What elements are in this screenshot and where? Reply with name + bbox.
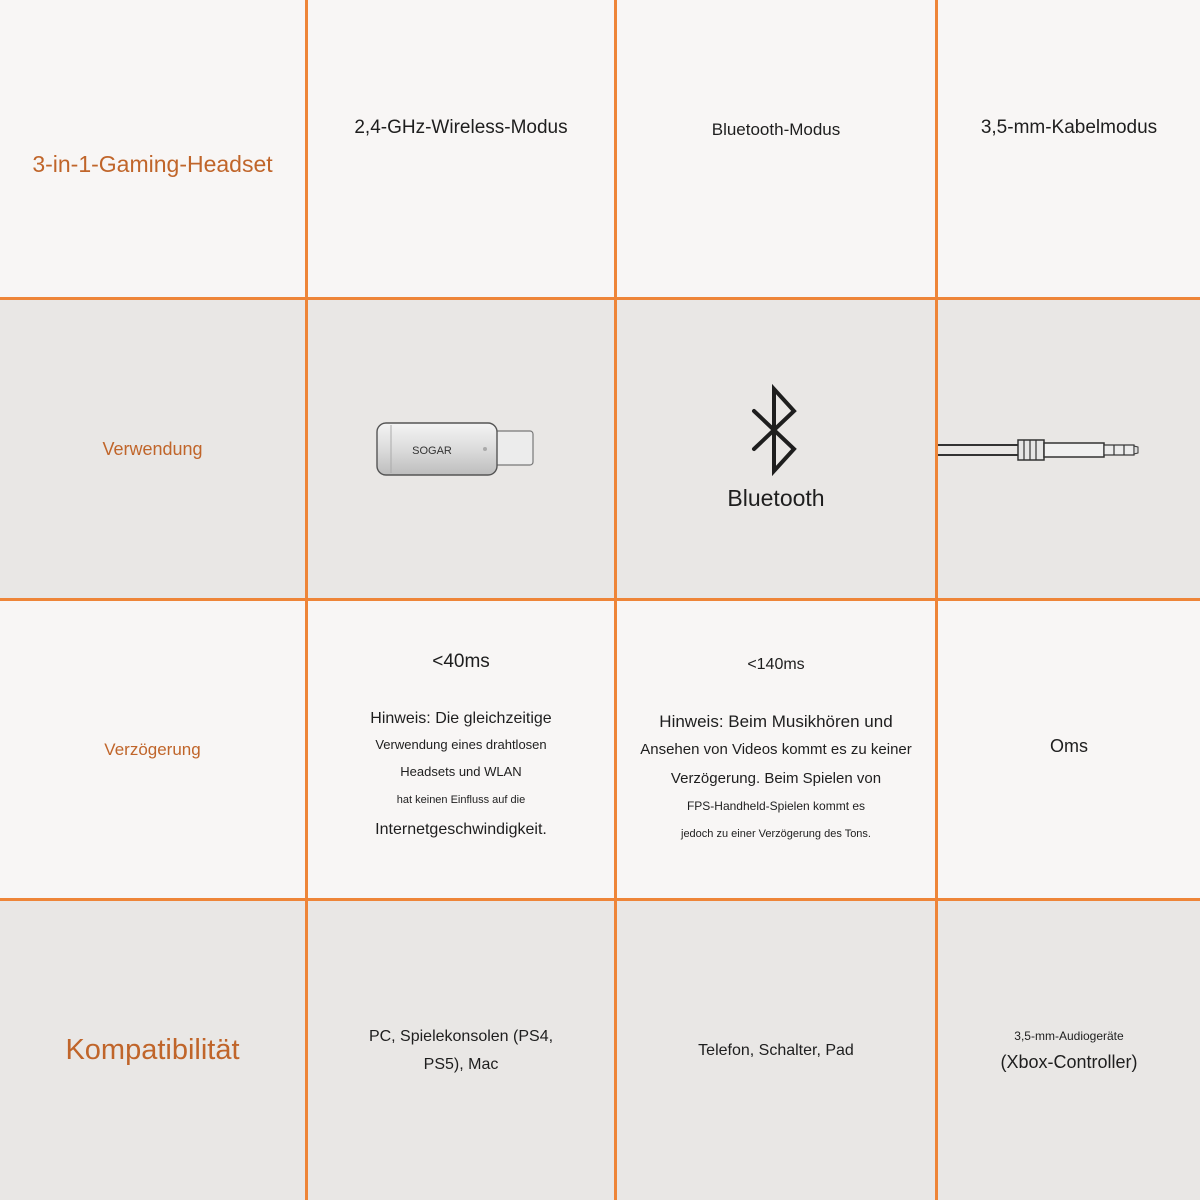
usage-wireless-cell xyxy=(308,300,614,599)
audio-jack-icon xyxy=(938,430,1200,470)
compat-label: Kompatibilität xyxy=(65,1034,240,1066)
delay-row xyxy=(0,601,1200,899)
delay-cable-cell xyxy=(938,601,1200,899)
bluetooth-text: Bluetooth xyxy=(727,485,825,511)
wireless-note-line-1: Hinweis: Die gleichzeitige xyxy=(370,710,552,727)
grid-divider-horizontal-3 xyxy=(0,898,1200,901)
wireless-mode-title: 2,4-GHz-Wireless-Modus xyxy=(354,117,568,138)
delay-wireless-cell xyxy=(308,601,614,899)
wireless-delay-value: <40ms xyxy=(432,651,490,672)
bluetooth-note-line-4: FPS-Handheld-Spielen kommt es xyxy=(686,799,866,813)
compat-cable-cell xyxy=(938,901,1200,1200)
product-title: 3-in-1-Gaming-Headset xyxy=(32,150,273,177)
compat-label-cell xyxy=(0,901,305,1200)
delay-label-cell xyxy=(0,601,305,899)
compat-cable-line-2: (Xbox-Controller) xyxy=(1000,1051,1138,1072)
header-bluetooth-cell xyxy=(617,0,935,298)
cable-delay-value: Oms xyxy=(1050,735,1088,756)
header-row xyxy=(0,0,1200,298)
usb-dongle-icon xyxy=(371,415,551,485)
wireless-note-line-3: Headsets und WLAN xyxy=(400,764,522,779)
compat-wireless-cell xyxy=(308,901,614,1200)
compat-bluetooth-text: Telefon, Schalter, Pad xyxy=(698,1041,854,1059)
header-cable-cell xyxy=(938,0,1200,298)
bluetooth-icon xyxy=(746,383,806,483)
dongle-brand-text: SOGAR xyxy=(412,444,452,457)
usage-cable-cell xyxy=(938,300,1200,599)
bluetooth-note-line-2: Ansehen von Videos kommt es zu keiner xyxy=(640,741,912,758)
cable-mode-title: 3,5-mm-Kabelmodus xyxy=(980,117,1158,138)
wireless-note-line-2: Verwendung eines drahtlosen xyxy=(375,737,547,752)
delay-bluetooth-cell xyxy=(617,601,935,899)
compat-wireless-line-2: PS5), Mac xyxy=(423,1055,499,1073)
wireless-note-line-4: hat keinen Einfluss auf die xyxy=(396,794,526,806)
compat-bluetooth-cell xyxy=(617,901,935,1200)
bluetooth-note-line-3: Verzögerung. Beim Spielen von xyxy=(670,770,882,787)
bluetooth-delay-value: <140ms xyxy=(747,656,805,673)
usage-label: Verwendung xyxy=(102,439,203,459)
bluetooth-note-line-5: jedoch zu einer Verzögerung des Tons. xyxy=(681,828,871,840)
compat-row xyxy=(0,901,1200,1200)
header-wireless-cell xyxy=(308,0,614,298)
grid-divider-horizontal-2 xyxy=(0,598,1200,601)
compat-wireless-line-1: PC, Spielekonsolen (PS4, xyxy=(368,1027,554,1045)
usage-label-cell xyxy=(0,300,305,599)
header-title-cell xyxy=(0,0,305,298)
bluetooth-mode-title: Bluetooth-Modus xyxy=(711,120,841,139)
usage-bluetooth-cell xyxy=(617,300,935,599)
compat-cable-line-1: 3,5-mm-Audiogeräte xyxy=(1014,1028,1124,1043)
wireless-note-line-5: Internetgeschwindigkeit. xyxy=(375,821,547,838)
delay-label: Verzögerung xyxy=(104,740,201,759)
grid-divider-horizontal-1 xyxy=(0,297,1200,300)
usage-row xyxy=(0,300,1200,599)
bluetooth-note-line-1: Hinweis: Beim Musikhören und xyxy=(659,712,893,731)
